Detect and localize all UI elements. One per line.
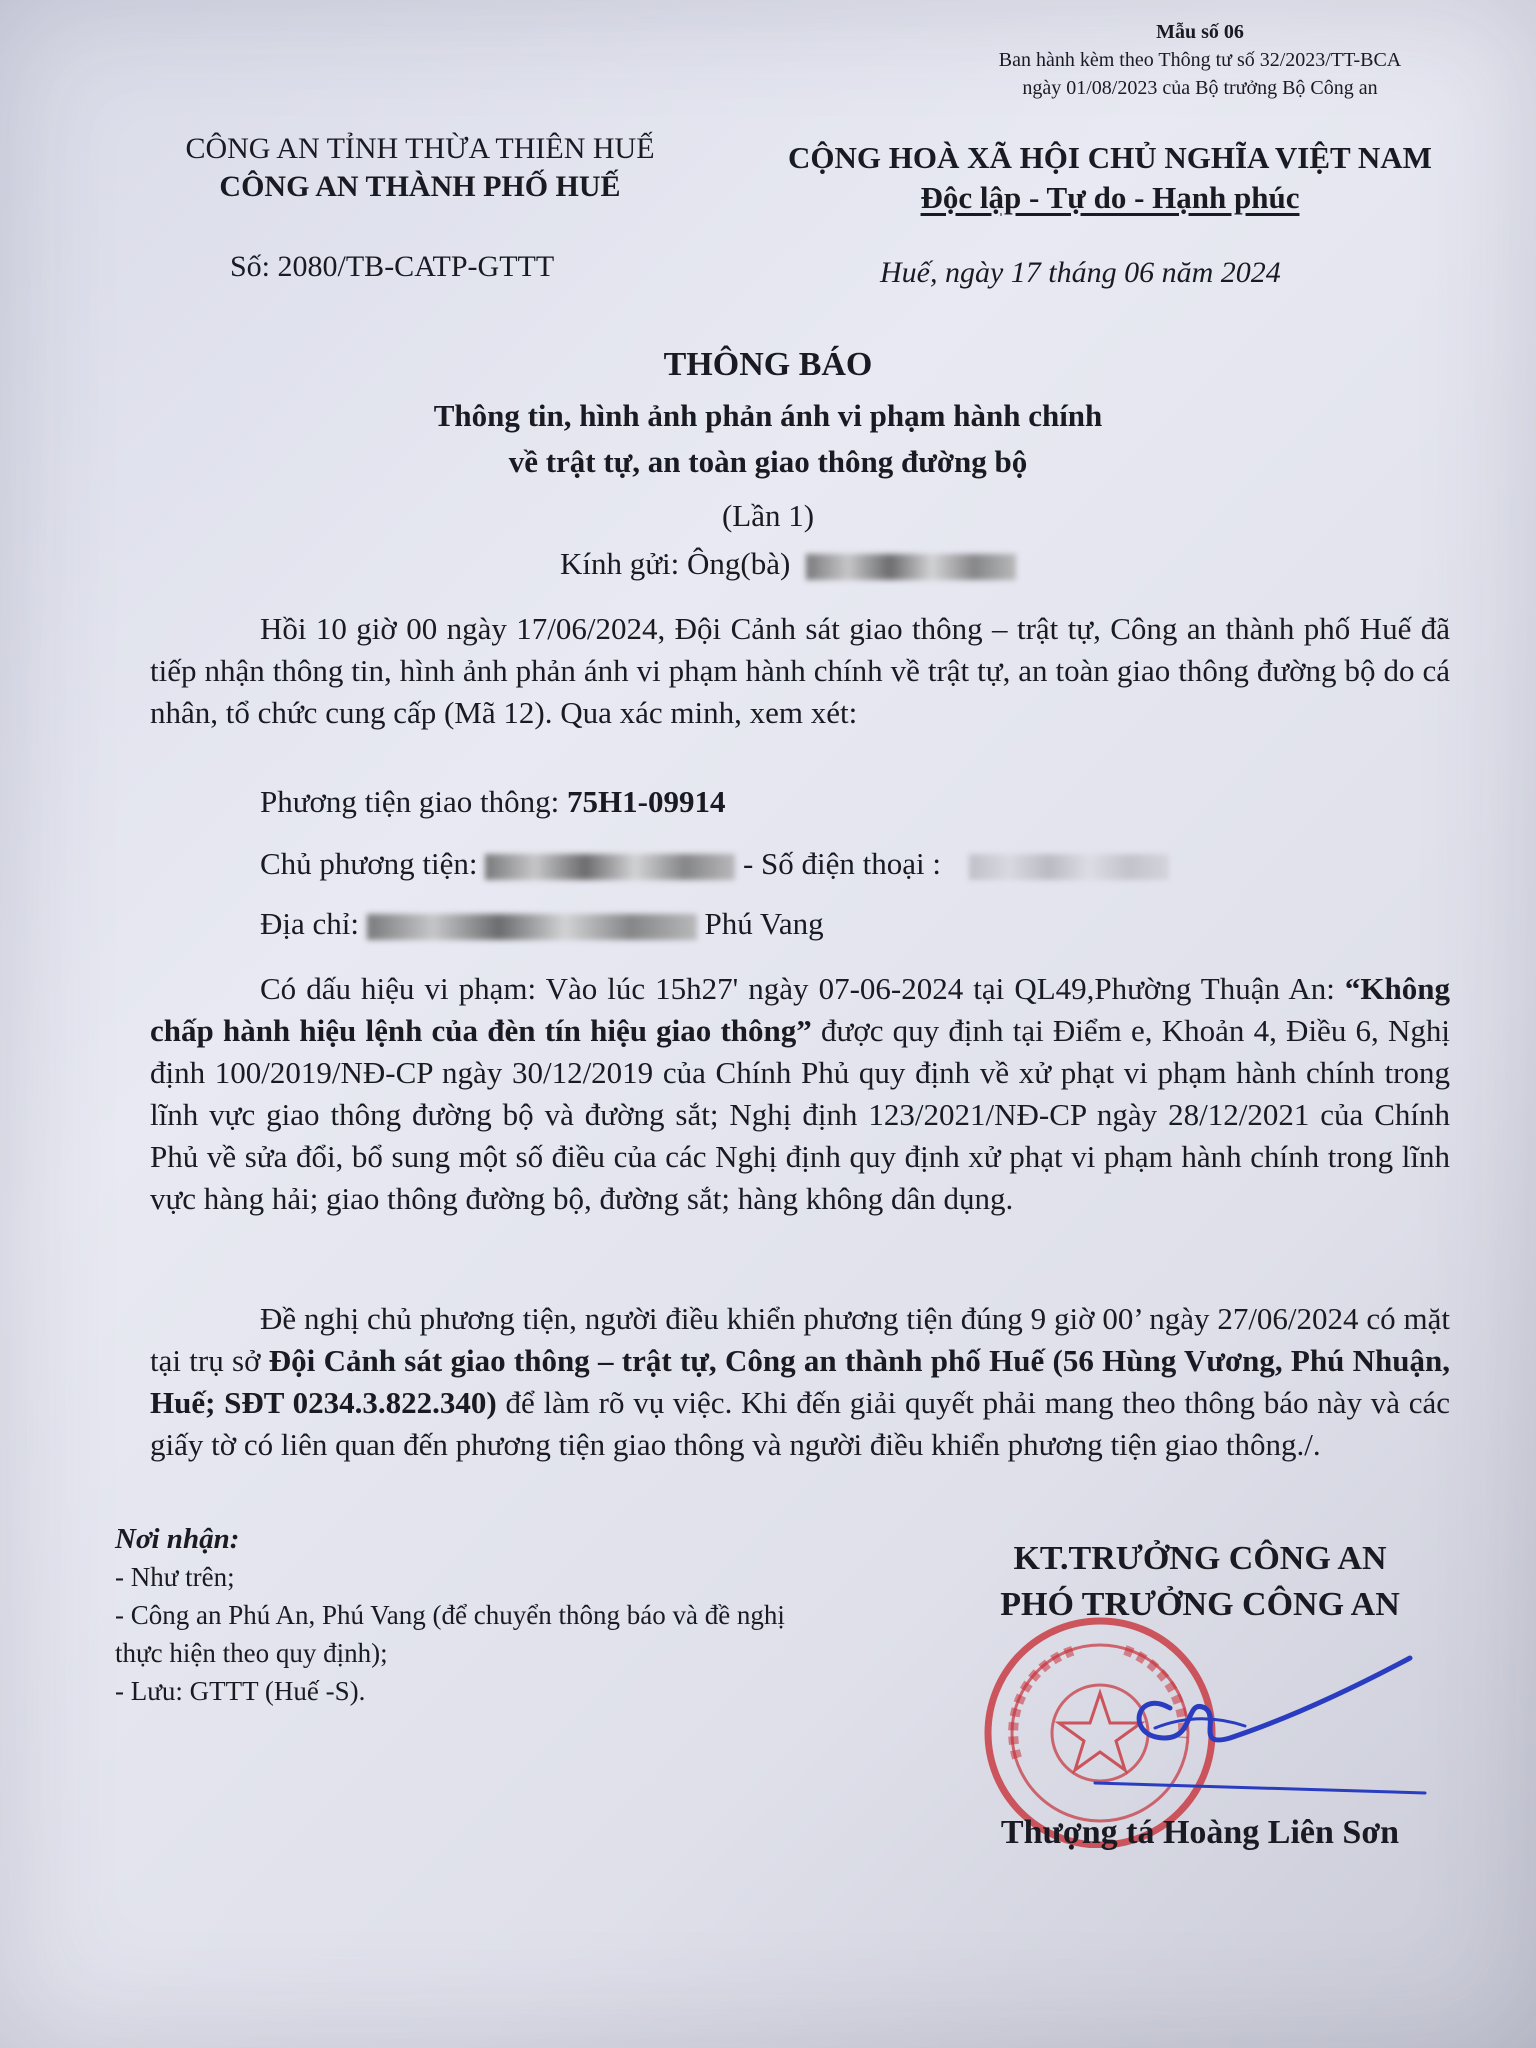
signature-line2: PHÓ TRƯỞNG CÔNG AN	[1000, 1586, 1400, 1623]
vehicle-plate: 75H1-09914	[567, 784, 726, 819]
request-place: Đội Cảnh sát giao thông – trật tự, Công an thành phố Huế (56 Hùng Vương, Phú Nhuận, Huế; SĐT 0234.3.822.340)	[150, 1343, 1450, 1420]
owner-line	[260, 846, 1169, 882]
request-rest: để làm rõ vụ việc. Khi đến giải quyết phải mang theo thông báo này và các giấy tờ có liên quan đến phương tiện giao thông và người điều khiển phương tiện giao thông./.	[150, 1385, 1450, 1462]
owner-label: Chủ phương tiện:	[260, 846, 478, 881]
notice-round: (Lần 1)	[721, 498, 815, 533]
recipients-heading: Nơi nhận:	[115, 1523, 240, 1555]
agency-header	[140, 130, 700, 206]
phone-label: - Số điện thoại :	[742, 846, 942, 881]
recipient-line	[560, 546, 1016, 582]
intro-paragraph: Hồi 10 giờ 00 ngày 17/06/2024, Đội Cảnh sát giao thông – trật tự, Công an thành phố Huế đã tiếp nhận thông tin, hình ảnh phản ánh vi phạm hành chính về trật tự, an toàn giao thông đường bộ do cá nhân, tổ chức cung cấp (Mã 12). Qua xác minh, xem xét:	[150, 611, 1450, 730]
nation-motto: Độc lập - Tự do - Hạnh phúc	[920, 180, 1300, 215]
address-line	[260, 906, 824, 942]
signer-name: Thượng tá Hoàng Liên Sơn	[1000, 1814, 1400, 1851]
violation-paragraph	[150, 968, 1450, 1220]
redacted-owner	[485, 854, 735, 880]
request-paragraph	[150, 1298, 1450, 1466]
form-issued-line2: ngày 01/08/2023 của Bộ trưởng Bộ Công an	[1022, 77, 1378, 99]
recipient-item: - Lưu: GTTT (Huế -S).	[115, 1676, 366, 1706]
nation-header	[740, 138, 1480, 218]
redacted-address	[367, 914, 697, 940]
signature-ink	[1095, 1658, 1425, 1793]
signature-line1: KT.TRƯỞNG CÔNG AN	[1013, 1540, 1387, 1577]
recipients-block	[115, 1520, 835, 1710]
document-subtitle-2: về trật tự, an toàn giao thông đường bộ	[508, 444, 1028, 479]
recipient-item: - Như trên;	[115, 1562, 235, 1592]
place-date: Huế, ngày 17 tháng 06 năm 2024	[880, 256, 1281, 289]
vehicle-label: Phương tiện giao thông:	[260, 784, 568, 819]
redacted-name	[806, 554, 1016, 580]
form-issued-line1: Ban hành kèm theo Thông tư số 32/2023/TT-BCA	[998, 49, 1402, 71]
official-stamp-and-signature	[955, 1588, 1455, 1848]
document-subtitle-1: Thông tin, hình ảnh phản ánh vi phạm hành chính	[433, 398, 1103, 433]
nation-name: CỘNG HOÀ XÃ HỘI CHỦ NGHĨA VIỆT NAM	[788, 140, 1432, 175]
document-title: THÔNG BÁO	[663, 346, 873, 383]
vehicle-line	[260, 784, 725, 820]
document-number: Số: 2080/TB-CATP-GTTT	[230, 250, 555, 283]
request-intro: Đề nghị chủ phương tiện, người điều khiển phương tiện đúng 9 giờ 00’ ngày 27/06/2024 có mặt tại trụ sở	[150, 1301, 1450, 1378]
address-tail: Phú Vang	[704, 906, 824, 941]
form-number-block	[940, 18, 1460, 102]
address-label: Địa chỉ:	[260, 906, 359, 941]
form-number: Mẫu số 06	[1156, 21, 1244, 43]
violation-name: “Không chấp hành hiệu lệnh của đèn tín hiệu giao thông”	[150, 971, 1450, 1048]
agency-parent: CÔNG AN TỈNH THỪA THIÊN HUẾ	[185, 132, 655, 165]
redacted-phone	[969, 854, 1169, 880]
agency-name: CÔNG AN THÀNH PHỐ HUẾ	[219, 170, 621, 203]
recipient-item: - Công an Phú An, Phú Vang (để chuyển thông báo và đề nghị thực hiện theo quy định);	[115, 1600, 785, 1668]
recipient-label: Kính gửi: Ông(bà)	[560, 546, 791, 581]
violation-intro: Có dấu hiệu vi phạm: Vào lúc 15h27' ngày 07-06-2024 tại QL49,Phường Thuận An:	[260, 971, 1345, 1006]
violation-legal-basis: được quy định tại Điểm e, Khoản 4, Điều 6, Nghị định 100/2019/NĐ-CP ngày 30/12/2019 của Chính Phủ quy định về xử phạt vi phạm hành chính trong lĩnh vực giao thông đường bộ và đường sắt; Nghị định 123/2021/NĐ-CP ngày 28/12/2021 của Chính Phủ về sửa đổi, bổ sung một số điều của các Nghị định quy định xử phạt vi phạm hành chính trong lĩnh vực hàng hải; giao thông đường bộ, đường sắt; hàng không dân dụng.	[150, 1013, 1450, 1216]
